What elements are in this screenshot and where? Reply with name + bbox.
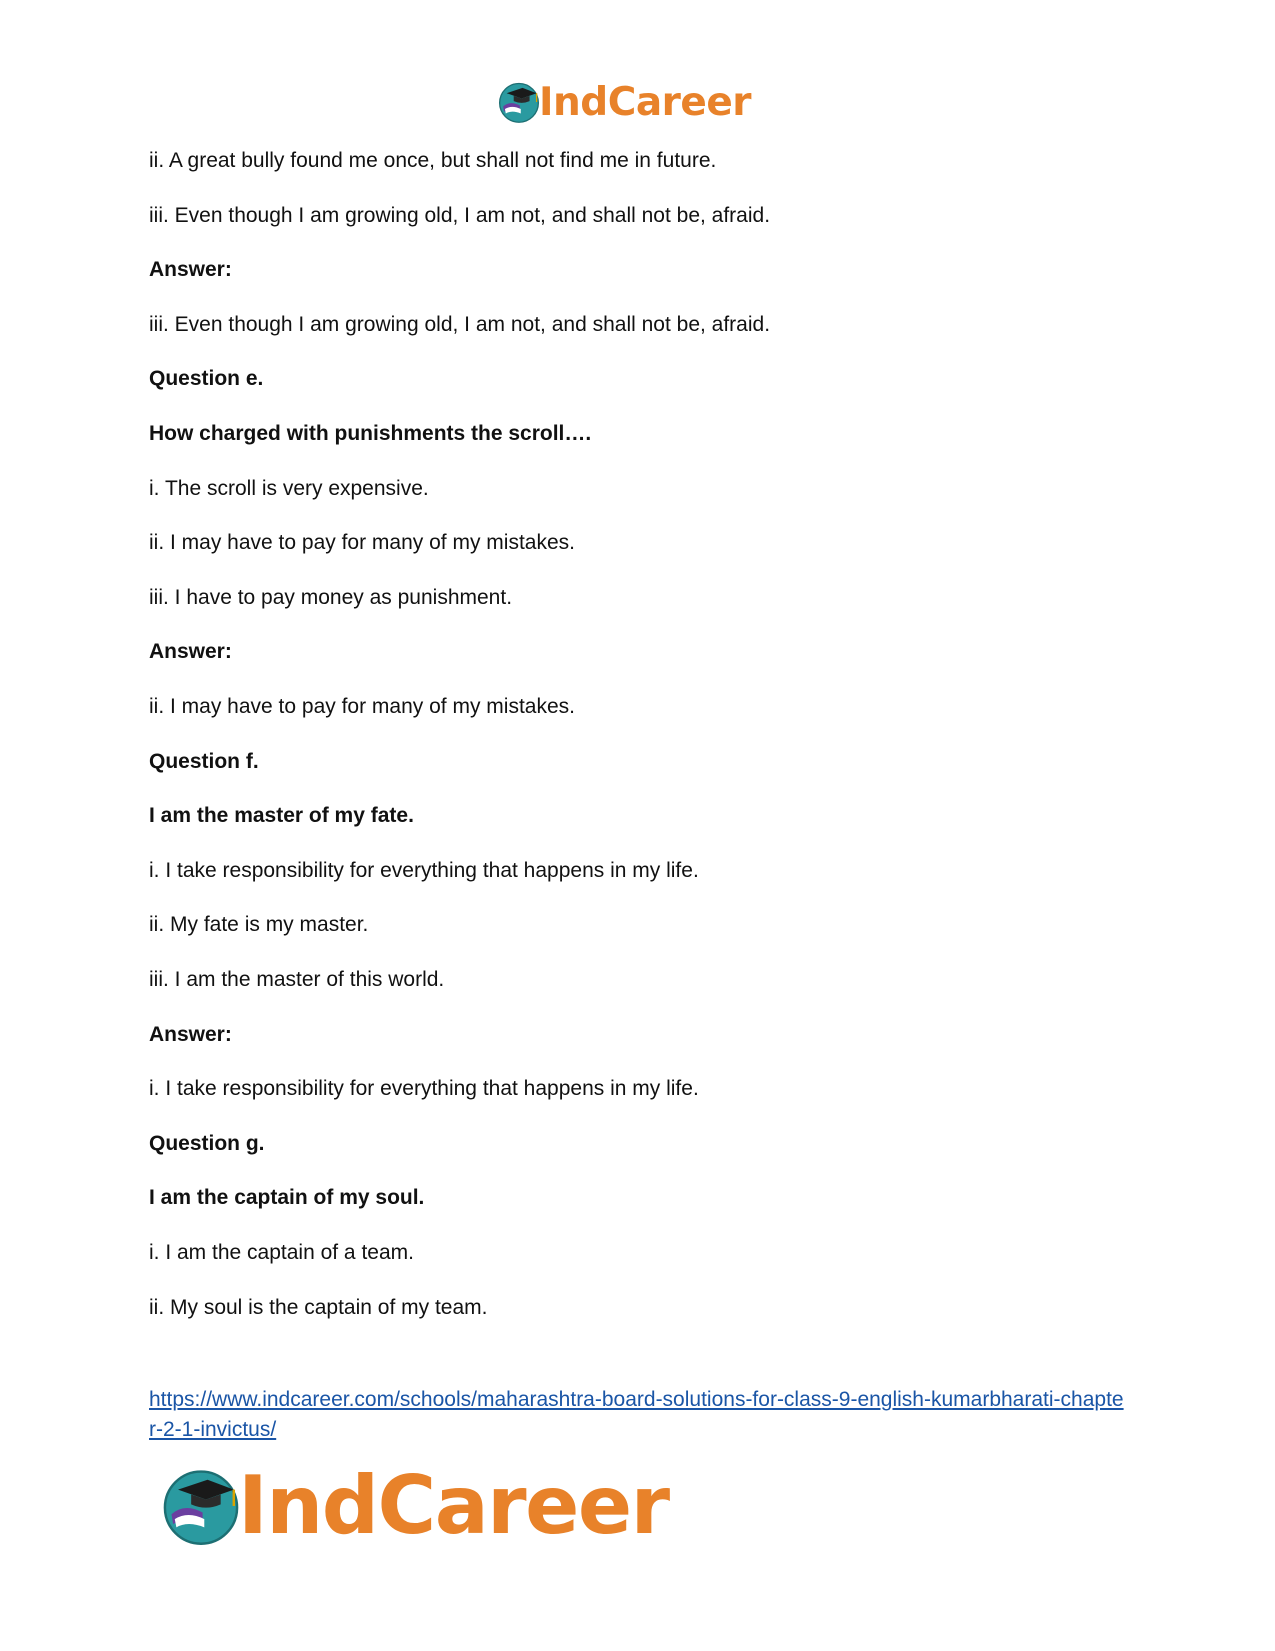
brand-wordmark: IndCareer (539, 79, 751, 125)
heading-line: Answer: (149, 1023, 232, 1046)
graduation-globe-icon (160, 1465, 242, 1547)
heading-line: How charged with punishments the scroll…. (149, 422, 592, 445)
text-line: iii. Even though I am growing old, I am not, and shall not be, afraid. (149, 204, 771, 227)
text-line: ii. I may have to pay for many of my mistakes. (149, 531, 575, 554)
heading-line: Answer: (149, 258, 232, 281)
heading-line: Question f. (149, 750, 259, 773)
text-line: ii. A great bully found me once, but shall not find me in future. (149, 149, 717, 172)
text-line: ii. I may have to pay for many of my mistakes. (149, 695, 575, 718)
text-line: i. The scroll is very expensive. (149, 477, 429, 500)
heading-line: Question e. (149, 367, 264, 390)
text-line: i. I take responsibility for everything that happens in my life. (149, 859, 699, 882)
text-line: iii. I have to pay money as punishment. (149, 586, 513, 609)
source-link[interactable]: https://www.indcareer.com/schools/maharashtra-board-solutions-for-class-9-english-kumarbharati-chapter-2-1-invictus/ (149, 1388, 1124, 1441)
brand-wordmark: IndCareer (238, 1459, 669, 1552)
heading-line: Answer: (149, 640, 232, 663)
footer-logo (160, 1458, 669, 1554)
text-line: ii. My soul is the captain of my team. (149, 1296, 488, 1319)
heading-line: I am the captain of my soul. (149, 1186, 425, 1209)
graduation-globe-icon (497, 80, 541, 124)
header-logo (497, 78, 751, 126)
text-line: iii. Even though I am growing old, I am not, and shall not be, afraid. (149, 313, 771, 336)
text-line: iii. I am the master of this world. (149, 968, 445, 991)
text-line: i. I am the captain of a team. (149, 1241, 414, 1264)
text-line: ii. My fate is my master. (149, 913, 369, 936)
heading-line: Question g. (149, 1132, 265, 1155)
text-line: i. I take responsibility for everything that happens in my life. (149, 1077, 699, 1100)
heading-line: I am the master of my fate. (149, 804, 414, 827)
